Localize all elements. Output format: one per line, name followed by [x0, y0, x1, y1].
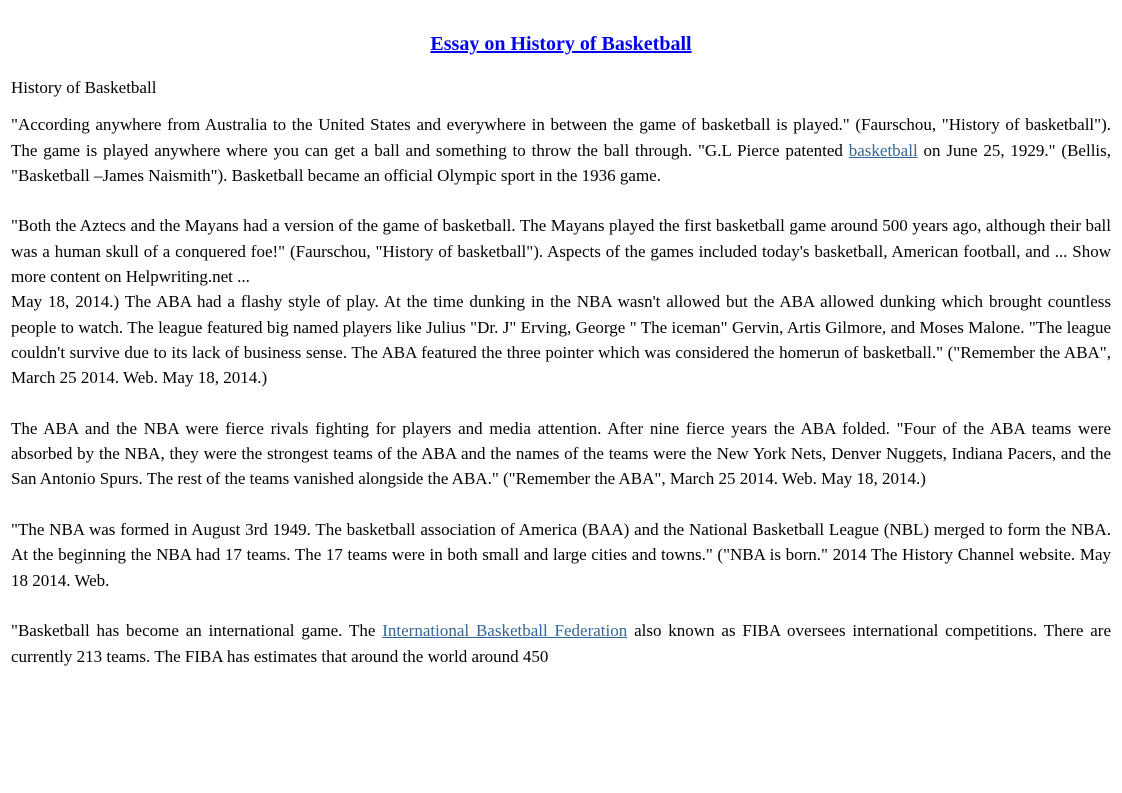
paragraph-2: "Both the Aztecs and the Mayans had a version of the game of basketball. The Mayans played the first basketball game around 500 years ago, although their ball was a human skull of a conquered foe!" (Faurschou, "History of basketball"). Aspects of the games included today's basketball, American football, and ... Show more content on Helpwriting.net ... [11, 216, 1111, 287]
section-subheading: History of Basketball [11, 78, 157, 97]
fiba-link[interactable]: International Basketball Federation [382, 621, 628, 641]
basketball-link[interactable]: basketball [848, 140, 918, 160]
title-link[interactable]: Essay on History of Basketball [430, 33, 692, 55]
paragraph-6 [11, 618, 1111, 669]
page-title [11, 30, 1111, 58]
paragraph-1 [11, 112, 1111, 188]
paragraph-4: The ABA and the NBA were fierce rivals fighting for players and media attention. After nine fierce years the ABA folded. "Four of the ABA teams were absorbed by the NBA, they were the strongest teams of the ABA and the names of the teams were the New York Nets, Denver Nuggets, Indiana Pacers, and the San Antonio Spurs. The rest of the teams vanished alongside the ABA." ("Remember the ABA", March 25 2014. Web. May 18, 2014.) [11, 418, 1111, 489]
paragraph-3: May 18, 2014.) The ABA had a flashy style of play. At the time dunking in the NBA wasn't allowed but the ABA allowed dunking which brought countless people to watch. The league featured big named players like Julius "Dr. J" Erving, George " The iceman" Gervin, Artis Gilmore, and Moses Malone. "The league couldn't survive due to its lack of business sense. The ABA featured the three pointer which was considered the homerun of basketball." ("Remember the ABA", March 25 2014. Web. May 18, 2014.) [11, 292, 1111, 388]
paragraph-1-text-end: on June 25, 1929." (Bellis, "Basketball –James Naismith"). Basketball became an official Olympic sport in the 1936 game. [11, 140, 1111, 185]
paragraph-1-text-start: "According anywhere from Australia to the United States and everywhere in between the game of basketball is played." (Faurschou, "History of basketball"). The game is played anywhere where you can get a ball and something to throw the ball through. "G.L Pierce patented [11, 115, 1111, 160]
paragraph-6-text-end: also known as FIBA oversees international competitions. There are currently 213 teams. The FIBA has estimates that around the world around 450 [11, 621, 1112, 666]
paragraph-5: "The NBA was formed in August 3rd 1949. The basketball association of America (BAA) and the National Basketball League (NBL) merged to form the NBA. At the beginning the NBA had 17 teams. The 17 teams were in both small and large cities and towns." ("NBA is born." 2014 The History Channel website. May 18 2014. Web. [11, 520, 1111, 590]
paragraph-6-text-start: "Basketball has become an international game. The [11, 621, 383, 641]
